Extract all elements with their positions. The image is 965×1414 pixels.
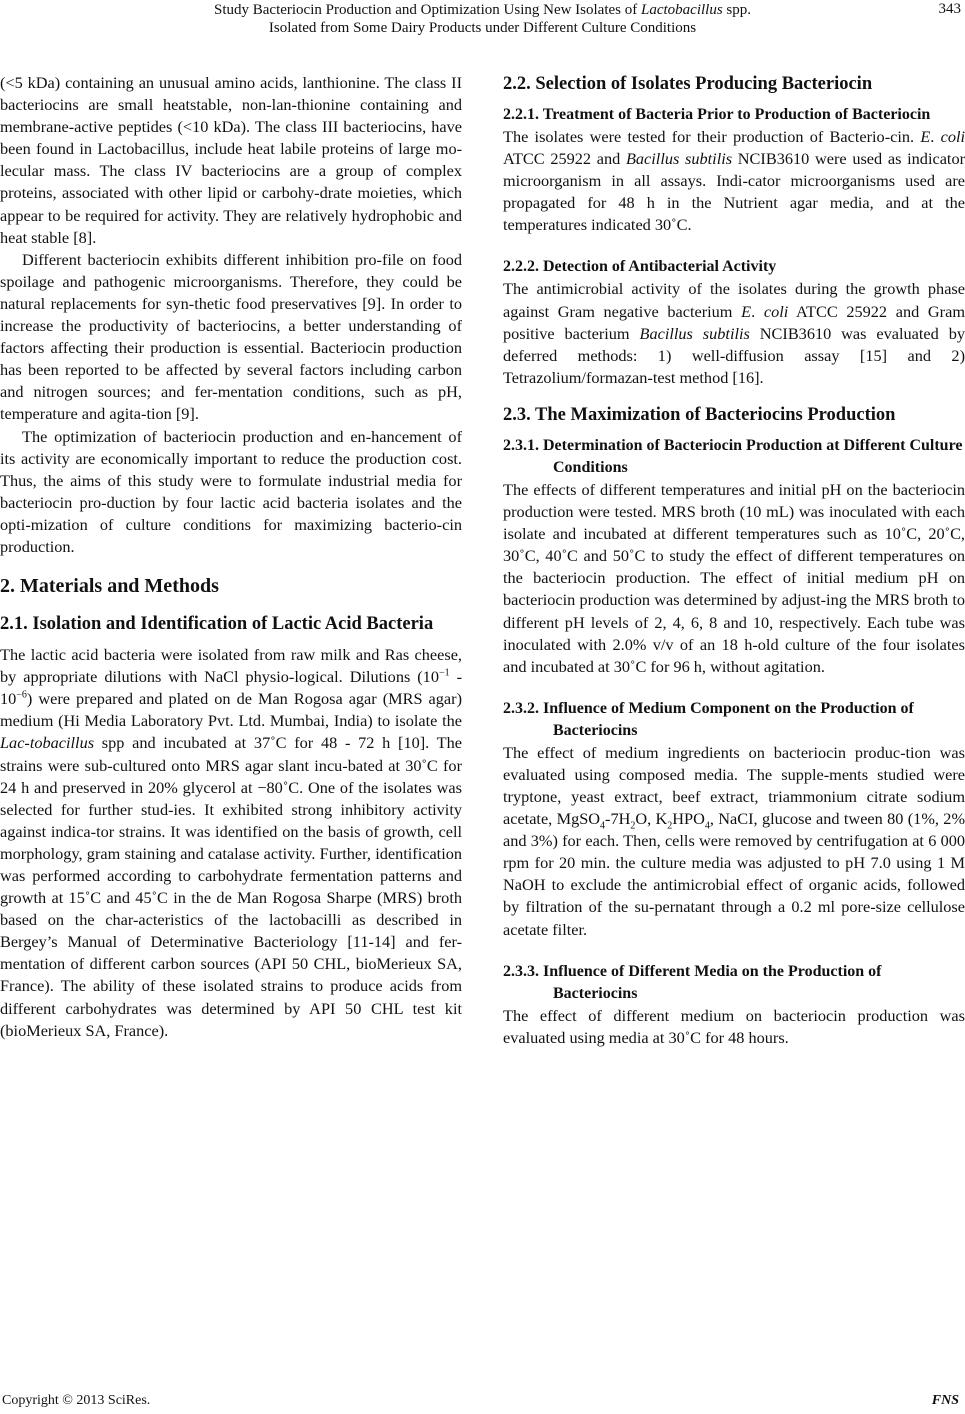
header-title-line1: Study Bacteriocin Production and Optimization Using New Isolates of Lactobacillus spp. xyxy=(213,2,752,18)
subsection-heading-2-1: 2.1. Isolation and Identification of Lactic Acid Bacteria xyxy=(0,614,434,635)
copyright-notice: Copyright © 2013 SciRes. xyxy=(2,1393,151,1408)
paragraph: The effects of different temperatures and initial pH on the bacteriocin production were tested. MRS broth (10 mL) was inoculated with each isolate and incubated at different temperatures such as 10˚C, 20˚C, 30˚C, 40˚C and 50˚C to study the effect of different temperatures on the bacteriocin production. The effect of initial medium pH on bacteriocin production was determined by adjust-ing the MRS broth to different pH levels of 2, 4, 6, 8 and 10, respectively. Each tube was inoculated with 2.0% v/v of an 18 h-old culture of the four isolates and incubated at 30˚C for 96 h, without agitation. xyxy=(503,479,965,676)
page-number: 343 xyxy=(938,1,961,17)
paragraph: The antimicrobial activity of the isolates during the growth phase against Gram negative bacterium E. coli ATCC 25922 and Gram positive bacterium Bacillus subtilis NCIB3610 was evaluated by deferred methods: 1) well-diffusion assay [15] and 2) Tetrazolium/formazan-test method [16]. xyxy=(503,279,965,387)
right-column xyxy=(503,72,965,1382)
page-footer xyxy=(0,1393,965,1413)
paragraph: The lactic acid bacteria were isolated from raw milk and Ras cheese, by appropriate dilutions with NaCl physio-logical. Dilutions $(10^{-1} - 10^{-6})$ were prepared and plated on de Man Rogosa agar (MRS agar) medium (Hi Media Laboratory Pvt. Ltd. Mumbai, India) to isolate the Lac-tobacillus spp and incubated at 37˚C for 48 - 72 h [10]. The strains were sub-cultured onto MRS agar slant incu-bated at 30˚C for 24 h and preserved in 20% glycerol at −80˚C. One of the isolates was selected for further stud-ies. It exhibited strong inhibitory activity against indica-tor strains. It was identified on the basis of growth, cell morphology, gram staining and catalase activity. Further, identification was performed according to carbohydrate fermentation patterns and growth at 15˚C and 45˚C in the de Man Rogosa Sharpe (MRS) broth based on the char-acteristics of the lactobacilli as described in Bergey’s Manual of Determinative Bacteriology [11-14] and fer-mentation of different carbon sources (API 50 CHL, bioMerieux SA, France). The ability of these isolated strains to produce acids from different carbohydrates was determined by API 50 CHL test kit (bioMerieux SA, France). xyxy=(0,645,462,1040)
running-header xyxy=(0,0,965,42)
paragraph: The isolates were tested for their production of Bacterio-cin. E. coli ATCC 25922 and Bacillus subtilis NCIB3610 were used as indicator microorganism in all assays. Indi-cator microorganisms used are propagated for 48 h in the Nutrient agar media, and at the temperatures indicated 30˚C. xyxy=(503,127,965,235)
paragraph: The effect of different medium on bacteriocin production was evaluated using media at 30˚C for 48 hours. xyxy=(503,1005,965,1047)
subsubsection-heading-2-2-2: 2.2.2. Detection of Antibacterial Activity xyxy=(503,258,777,276)
left-column xyxy=(0,72,462,1382)
paragraph: Different bacteriocin exhibits different inhibition pro-file on food spoilage and pathogenic microorganisms. Therefore, they could be natural replacements for syn-thetic food preservatives [9]. In order to increase the productivity of bacteriocins, a better understanding of factors affecting their production is essential. Bacteriocin production has been reported to be affected by several factors including carbon and nitrogen sources; and fer-mentation conditions, such as pH, temperature and agita-tion [9]. xyxy=(0,249,462,424)
subsubsection-heading-2-3-1: 2.3.1. Determination of Bacteriocin Production at Different Culture Conditions xyxy=(503,436,963,476)
subsection-heading-2-2: 2.2. Selection of Isolates Producing Bacteriocin xyxy=(503,74,873,94)
header-title-line2: Isolated from Some Dairy Products under Different Culture Conditions xyxy=(268,20,697,36)
paragraph: (<5 kDa) containing an unusual amino acids, lanthionine. The class II bacteriocins are small heatstable, non-lan-thionine containing and membrane-active peptides (<10 kDa). The class III bacteriocins, have been found in Lactobacillus, include heat labile proteins of large mo-lecular mass. The class IV bacteriocins are a group of complex proteins, associated with other lipid or carbohy-drate moieties, which appear to be required for activity. They are relatively hydrophobic and heat stable [8]. xyxy=(0,73,462,247)
subsubsection-heading-2-3-2: 2.3.2. Influence of Medium Component on the Production of Bacteriocins xyxy=(503,699,914,739)
section-heading-methods: 2. Materials and Methods xyxy=(0,575,219,598)
subsubsection-heading-2-2-1: 2.2.1. Treatment of Bacteria Prior to Production of Bacteriocin xyxy=(503,106,931,123)
subsubsection-heading-2-3-3: 2.3.3. Influence of Different Media on the Production of Bacteriocins xyxy=(503,962,882,1002)
journal-abbreviation: FNS xyxy=(931,1393,959,1408)
subsection-heading-2-3: 2.3. The Maximization of Bacteriocins Production xyxy=(503,404,896,425)
paragraph: The optimization of bacteriocin production and en-hancement of its activity are economically important to reduce the production cost. Thus, the aims of this study were to formulate industrial media for bacteriocin pro-duction by four lactic acid bacteria isolates and the opti-mization of culture conditions for maximizing bacterio-cin production. xyxy=(0,426,462,556)
paragraph: The effect of medium ingredients on bacteriocin produc-tion was evaluated using composed media. The supple-ments studied were tryptone, yeast extract, beef extract, triammonium citrate sodium acetate, $MgSO_4-7H_2O$, $K_2HPO_4$, NaCI, glucose and tween 80 (1%, 2% and 3%) for each. Then, cells were removed by centrifugation at 6 000 rpm for 20 min. the culture media was adjusted to pH 7.0 using 1 M NaOH to exclude the antimicrobial effect of organic acids, followed by filtration of the su-pernatant through a 0.2 ml pore-size cellulose acetate filter. xyxy=(503,742,965,939)
